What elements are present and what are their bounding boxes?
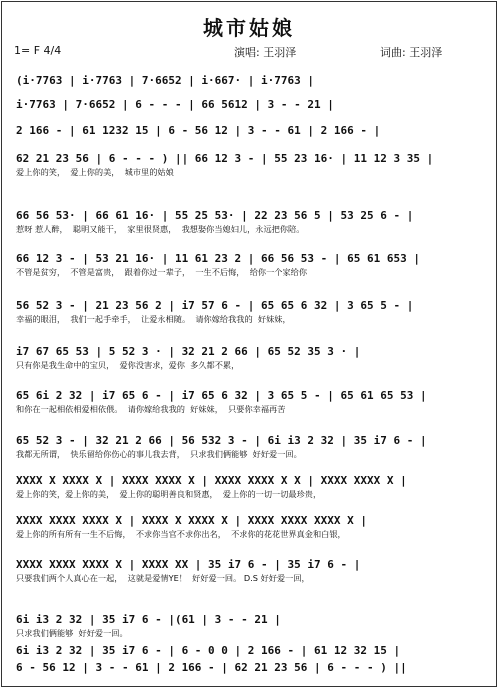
key-signature: 1= F 4/4	[14, 44, 62, 57]
lyric-line: 爱上你的所有所有一生不后悔， 不求你当官不求你出名， 不求你的花花世界真金和白银，	[16, 529, 346, 539]
notation-row: 65 52 3 - | 32 21 2 66 | 56 532 3 - | 6i i3 2 32 | 35 i7 6 - |	[16, 434, 427, 447]
lyric-line: 惹呀 惹人醉， 聪明又能干， 家里很贤惠， 我想娶你当媳妇儿，永远把你陪。	[16, 224, 305, 234]
notation-row: 66 56 53· | 66 61 16· | 55 25 53· | 22 23 56 5 | 53 25 6 - |	[16, 209, 414, 222]
notation-row: 6 - 56 12 | 3 - - 61 | 2 166 - | 62 21 23 56 | 6 - - - ) ||	[16, 661, 407, 674]
notation-row: (i·7763 | i·7763 | 7·6652 | i·667· | i·7763 |	[16, 74, 315, 87]
lyric-line: 我都无所谓， 快乐留给你伤心的事儿我去背， 只求我们俩能够 好好爱一回。	[16, 449, 302, 459]
notation-row: 65 6i 2 32 | i7 65 6 - | i7 65 6 32 | 3 65 5 - | 65 61 65 53 |	[16, 389, 427, 402]
notation-row: i7 67 65 53 | 5 52 3 · | 32 21 2 66 | 65 52 35 3 · |	[16, 345, 361, 358]
lyric-line: 不管是贫穷， 不管是富贵， 跟着你过一辈子， 一生不后悔， 给你一个家给你	[16, 267, 308, 277]
composer-credit: 词曲: 王羽泽	[380, 46, 443, 59]
notation-row: 6i i3 2 32 | 35 i7 6 - |(61 | 3 - - 21 |	[16, 613, 281, 626]
notation-row: 62 21 23 56 | 6 - - - ) || 66 12 3 - | 55 23 16· | 11 12 3 35 |	[16, 152, 434, 165]
notation-row: 2 166 - | 61 1232 15 | 6 - 56 12 | 3 - - 61 | 2 166 - |	[16, 124, 381, 137]
notation-row: XXXX X XXXX X | XXXX XXXX X | XXXX XXXX X X | XXXX XXXX X |	[16, 474, 407, 487]
lyric-line: 只求我们俩能够 好好爱一回。	[16, 628, 128, 638]
lyric-line: 幸福的眼泪， 我们一起手牵手， 让爱永相随。 请你嫁给我我的 好妹妹，	[16, 314, 291, 324]
lyric-line: 只要我们两个人真心在一起， 这就是爱情YE！ 好好爱一回。 D.S 好好爱一回，	[16, 573, 310, 583]
notation-row: XXXX XXXX XXXX X | XXXX X XXXX X | XXXX XXXX XXXX X |	[16, 514, 367, 527]
lyric-line: 爱上你的笑，爱上你的美， 爱上你的聪明善良和贤惠， 爱上你的一切一切最珍贵，	[16, 489, 322, 499]
notation-row: i·7763 | 7·6652 | 6 - - - | 66 5612 | 3 - - 21 |	[16, 98, 334, 111]
notation-row: XXXX XXXX XXXX X | XXXX XX | 35 i7 6 - | 35 i7 6 - |	[16, 558, 361, 571]
lyric-line: 和你在一起相依相爱相依偎。 请你嫁给我我的 好妹妹， 只要你幸福再苦	[16, 404, 286, 414]
lyric-line: 只有你是我生命中的宝贝， 爱你没害求，爱你 多久都不累，	[16, 360, 240, 370]
notation-row: 6i i3 2 32 | 35 i7 6 - | 6 - 0 0 | 2 166 - | 61 12 32 15 |	[16, 644, 401, 657]
notation-row: 56 52 3 - | 21 23 56 2 | i7 57 6 - | 65 65 6 32 | 3 65 5 - |	[16, 299, 414, 312]
notation-row: 66 12 3 - | 53 21 16· | 11 61 23 2 | 66 56 53 - | 65 61 653 |	[16, 252, 420, 265]
sheet-music-page	[1, 1, 497, 687]
song-title: 城市姑娘	[203, 16, 295, 40]
lyric-line: 爱上你的笑， 爱上你的美， 城市里的姑娘	[16, 167, 174, 177]
singer-credit: 演唱: 王羽泽	[234, 46, 297, 59]
